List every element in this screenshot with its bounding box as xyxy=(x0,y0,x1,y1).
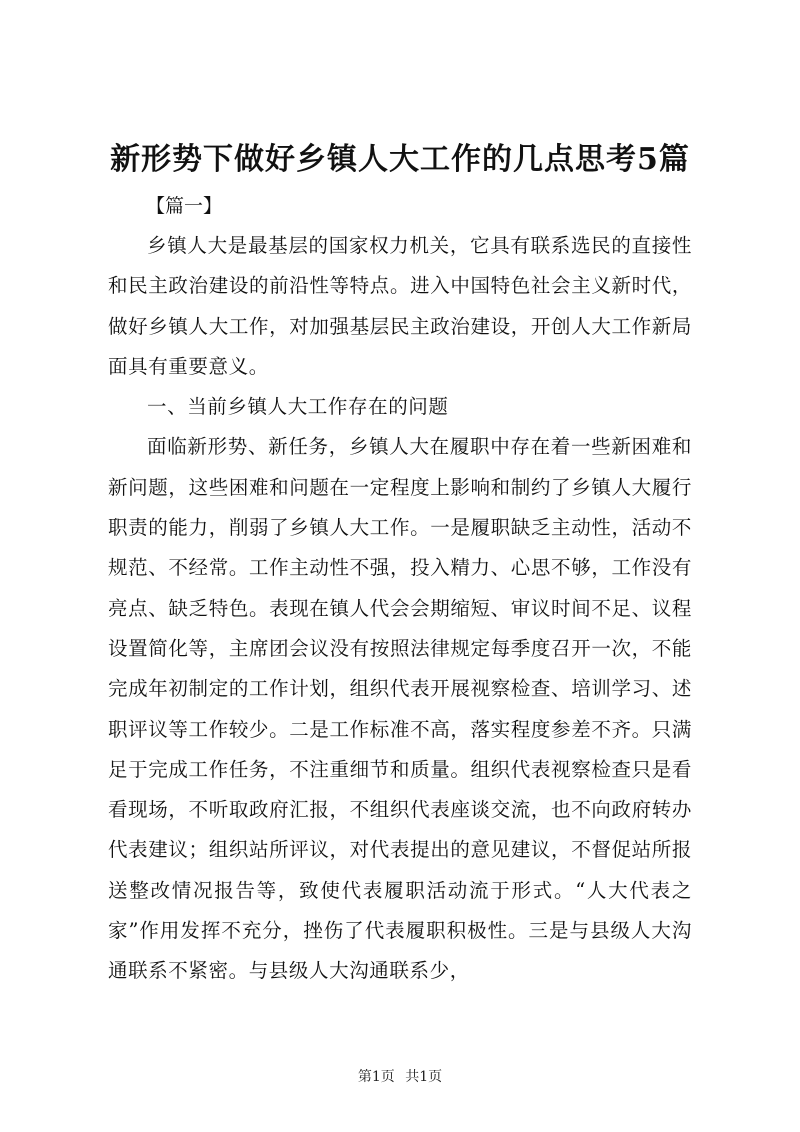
intro-paragraph: 乡镇人大是最基层的国家权力机关，它具有联系选民的直接性和民主政治建设的前沿性等特点。进入中国特色社会主义新时代，做好乡镇人大工作，对加强基层民主政治建设，开创人大工作新局面具有重要意义。 xyxy=(108,234,692,378)
section-tag: 【篇一】 xyxy=(146,195,223,217)
document-title: 新形势下做好乡镇人大工作的几点思考5篇 xyxy=(110,142,690,177)
page-footer xyxy=(0,1066,800,1086)
page-total: 共1页 xyxy=(405,1069,443,1085)
section-heading: 一、当前乡镇人大工作存在的问题 xyxy=(147,395,449,419)
page-number: 第1页 xyxy=(357,1069,395,1085)
body-paragraph: 面临新形势、新任务，乡镇人大在履职中存在着一些新困难和新问题，这些困难和问题在一定程度上影响和制约了乡镇人大履行职责的能力，削弱了乡镇人大工作。一是履职缺乏主动性，活动不规范、不经常。工作主动性不强，投入精力、心思不够，工作没有亮点、缺乏特色。表现在镇人代会会期缩短、审议时间不足、议程设置简化等，主席团会议没有按照法律规定每季度召开一次，不能完成年初制定的工作计划，组织代表开展视察检查、培训学习、述职评议等工作较少。二是工作标准不高，落实程度参差不齐。只满足于完成工作任务，不注重细节和质量。组织代表视察检查只是看看现场，不听取政府汇报，不组织代表座谈交流，也不向政府转办代表建议；组织站所评议，对代表提出的意见建议，不督促站所报送整改情况报告等，致使代表履职活动流于形式。“人大代表之家”作用发挥不充分，挫伤了代表履职积极性。三是与县级人大沟通联系不紧密。与县级人大沟通联系少， xyxy=(108,435,692,983)
document-body xyxy=(108,186,692,992)
